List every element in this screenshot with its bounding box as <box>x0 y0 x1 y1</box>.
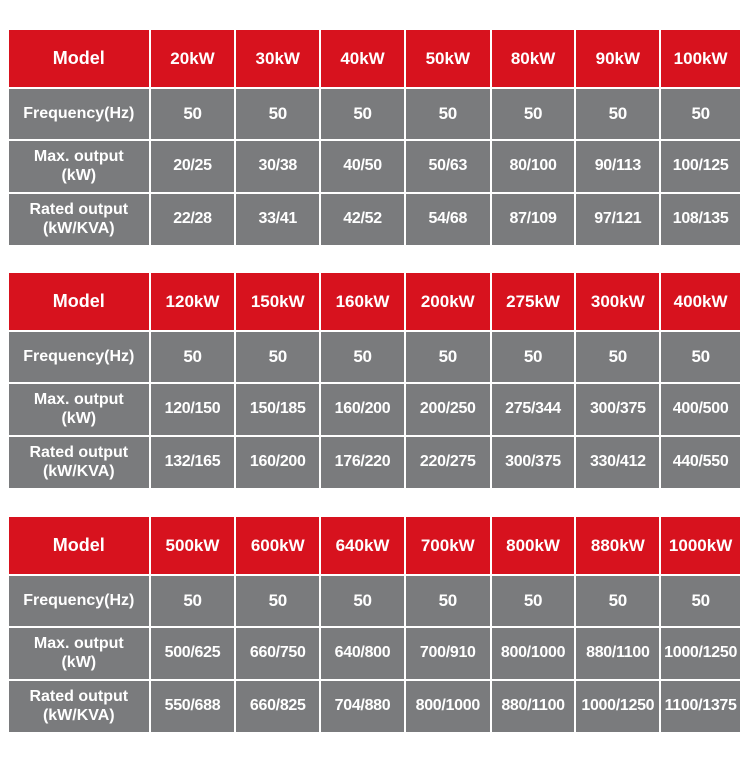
spec-table-2 <box>9 273 740 488</box>
model-cell: 275kW <box>492 273 575 330</box>
rated-output-cell: 1100/1375 <box>661 681 740 732</box>
max-output-cell: 400/500 <box>661 384 740 435</box>
frequency-label: Frequency(Hz) <box>9 89 149 139</box>
rated-output-cell: 42/52 <box>321 194 404 245</box>
rated-output-row <box>9 437 740 488</box>
max-output-cell: 50/63 <box>406 141 490 192</box>
model-label: Model <box>9 517 149 574</box>
rated-output-cell: 87/109 <box>492 194 575 245</box>
model-cell: 500kW <box>151 517 235 574</box>
frequency-cell: 50 <box>661 89 740 139</box>
rated-output-cell: 22/28 <box>151 194 235 245</box>
label-line: (kW/KVA) <box>42 706 115 724</box>
frequency-cell: 50 <box>321 332 404 382</box>
model-cell: 640kW <box>321 517 404 574</box>
rated-output-cell: 550/688 <box>151 681 235 732</box>
rated-output-cell: 220/275 <box>406 437 490 488</box>
frequency-row <box>9 332 740 382</box>
model-cell: 160kW <box>321 273 404 330</box>
spec-table-1 <box>9 30 740 245</box>
label-line: (kW/KVA) <box>42 219 115 237</box>
frequency-cell: 50 <box>236 89 319 139</box>
max-output-cell: 160/200 <box>321 384 404 435</box>
max-output-cell: 80/100 <box>492 141 575 192</box>
max-output-label <box>9 141 149 192</box>
model-cell: 150kW <box>236 273 319 330</box>
model-row <box>9 30 740 87</box>
frequency-cell: 50 <box>406 576 490 626</box>
frequency-cell: 50 <box>151 576 235 626</box>
frequency-cell: 50 <box>321 576 404 626</box>
rated-output-cell: 132/165 <box>151 437 235 488</box>
frequency-label: Frequency(Hz) <box>9 576 149 626</box>
frequency-cell: 50 <box>576 332 659 382</box>
rated-output-cell: 330/412 <box>576 437 659 488</box>
frequency-cell: 50 <box>236 332 319 382</box>
model-cell: 700kW <box>406 517 490 574</box>
label-line: Max. output <box>33 635 124 653</box>
max-output-cell: 880/1100 <box>576 628 659 679</box>
max-output-cell: 20/25 <box>151 141 235 192</box>
frequency-row <box>9 89 740 139</box>
max-output-label <box>9 384 149 435</box>
frequency-cell: 50 <box>492 89 575 139</box>
spec-table-3 <box>9 517 740 732</box>
rated-output-cell: 704/880 <box>321 681 404 732</box>
max-output-label <box>9 628 149 679</box>
frequency-cell: 50 <box>406 89 490 139</box>
max-output-row <box>9 628 740 679</box>
max-output-cell: 40/50 <box>321 141 404 192</box>
model-cell: 880kW <box>576 517 659 574</box>
label-line: Max. output <box>33 148 124 166</box>
label-line: Max. output <box>33 391 124 409</box>
max-output-cell: 300/375 <box>576 384 659 435</box>
max-output-cell: 120/150 <box>151 384 235 435</box>
max-output-cell: 1000/1250 <box>661 628 740 679</box>
model-cell: 90kW <box>576 30 659 87</box>
max-output-row <box>9 384 740 435</box>
model-cell: 30kW <box>236 30 319 87</box>
model-cell: 600kW <box>236 517 319 574</box>
frequency-cell: 50 <box>661 332 740 382</box>
model-cell: 50kW <box>406 30 490 87</box>
label-line: Rated output <box>29 688 129 706</box>
frequency-cell: 50 <box>151 332 235 382</box>
max-output-cell: 150/185 <box>236 384 319 435</box>
rated-output-cell: 54/68 <box>406 194 490 245</box>
max-output-cell: 90/113 <box>576 141 659 192</box>
rated-output-cell: 33/41 <box>236 194 319 245</box>
max-output-cell: 200/250 <box>406 384 490 435</box>
frequency-cell: 50 <box>492 332 575 382</box>
model-cell: 40kW <box>321 30 404 87</box>
frequency-row <box>9 576 740 626</box>
model-cell: 20kW <box>151 30 235 87</box>
rated-output-cell: 660/825 <box>236 681 319 732</box>
rated-output-label <box>9 194 149 245</box>
rated-output-cell: 108/135 <box>661 194 740 245</box>
model-cell: 80kW <box>492 30 575 87</box>
frequency-cell: 50 <box>321 89 404 139</box>
rated-output-cell: 440/550 <box>661 437 740 488</box>
model-label: Model <box>9 30 149 87</box>
model-label: Model <box>9 273 149 330</box>
max-output-cell: 30/38 <box>236 141 319 192</box>
rated-output-cell: 880/1100 <box>492 681 575 732</box>
max-output-cell: 500/625 <box>151 628 235 679</box>
frequency-cell: 50 <box>661 576 740 626</box>
frequency-label: Frequency(Hz) <box>9 332 149 382</box>
max-output-cell: 640/800 <box>321 628 404 679</box>
frequency-cell: 50 <box>151 89 235 139</box>
model-row <box>9 517 740 574</box>
rated-output-row <box>9 681 740 732</box>
rated-output-label <box>9 437 149 488</box>
rated-output-cell: 300/375 <box>492 437 575 488</box>
rated-output-label <box>9 681 149 732</box>
model-cell: 400kW <box>661 273 740 330</box>
max-output-cell: 800/1000 <box>492 628 575 679</box>
rated-output-cell: 1000/1250 <box>576 681 659 732</box>
max-output-cell: 700/910 <box>406 628 490 679</box>
max-output-cell: 100/125 <box>661 141 740 192</box>
label-line: Rated output <box>29 201 129 219</box>
label-line: (kW) <box>61 653 97 671</box>
max-output-cell: 275/344 <box>492 384 575 435</box>
max-output-cell: 660/750 <box>236 628 319 679</box>
model-cell: 120kW <box>151 273 235 330</box>
frequency-cell: 50 <box>576 89 659 139</box>
model-cell: 800kW <box>492 517 575 574</box>
model-cell: 200kW <box>406 273 490 330</box>
label-line: Rated output <box>29 444 129 462</box>
label-line: (kW) <box>61 166 97 184</box>
model-cell: 300kW <box>576 273 659 330</box>
frequency-cell: 50 <box>236 576 319 626</box>
frequency-cell: 50 <box>492 576 575 626</box>
label-line: (kW) <box>61 409 97 427</box>
rated-output-cell: 160/200 <box>236 437 319 488</box>
frequency-cell: 50 <box>576 576 659 626</box>
frequency-cell: 50 <box>406 332 490 382</box>
rated-output-cell: 97/121 <box>576 194 659 245</box>
label-line: (kW/KVA) <box>42 462 115 480</box>
model-cell: 100kW <box>661 30 740 87</box>
max-output-row <box>9 141 740 192</box>
rated-output-cell: 176/220 <box>321 437 404 488</box>
model-cell: 1000kW <box>661 517 740 574</box>
model-row <box>9 273 740 330</box>
rated-output-row <box>9 194 740 245</box>
rated-output-cell: 800/1000 <box>406 681 490 732</box>
